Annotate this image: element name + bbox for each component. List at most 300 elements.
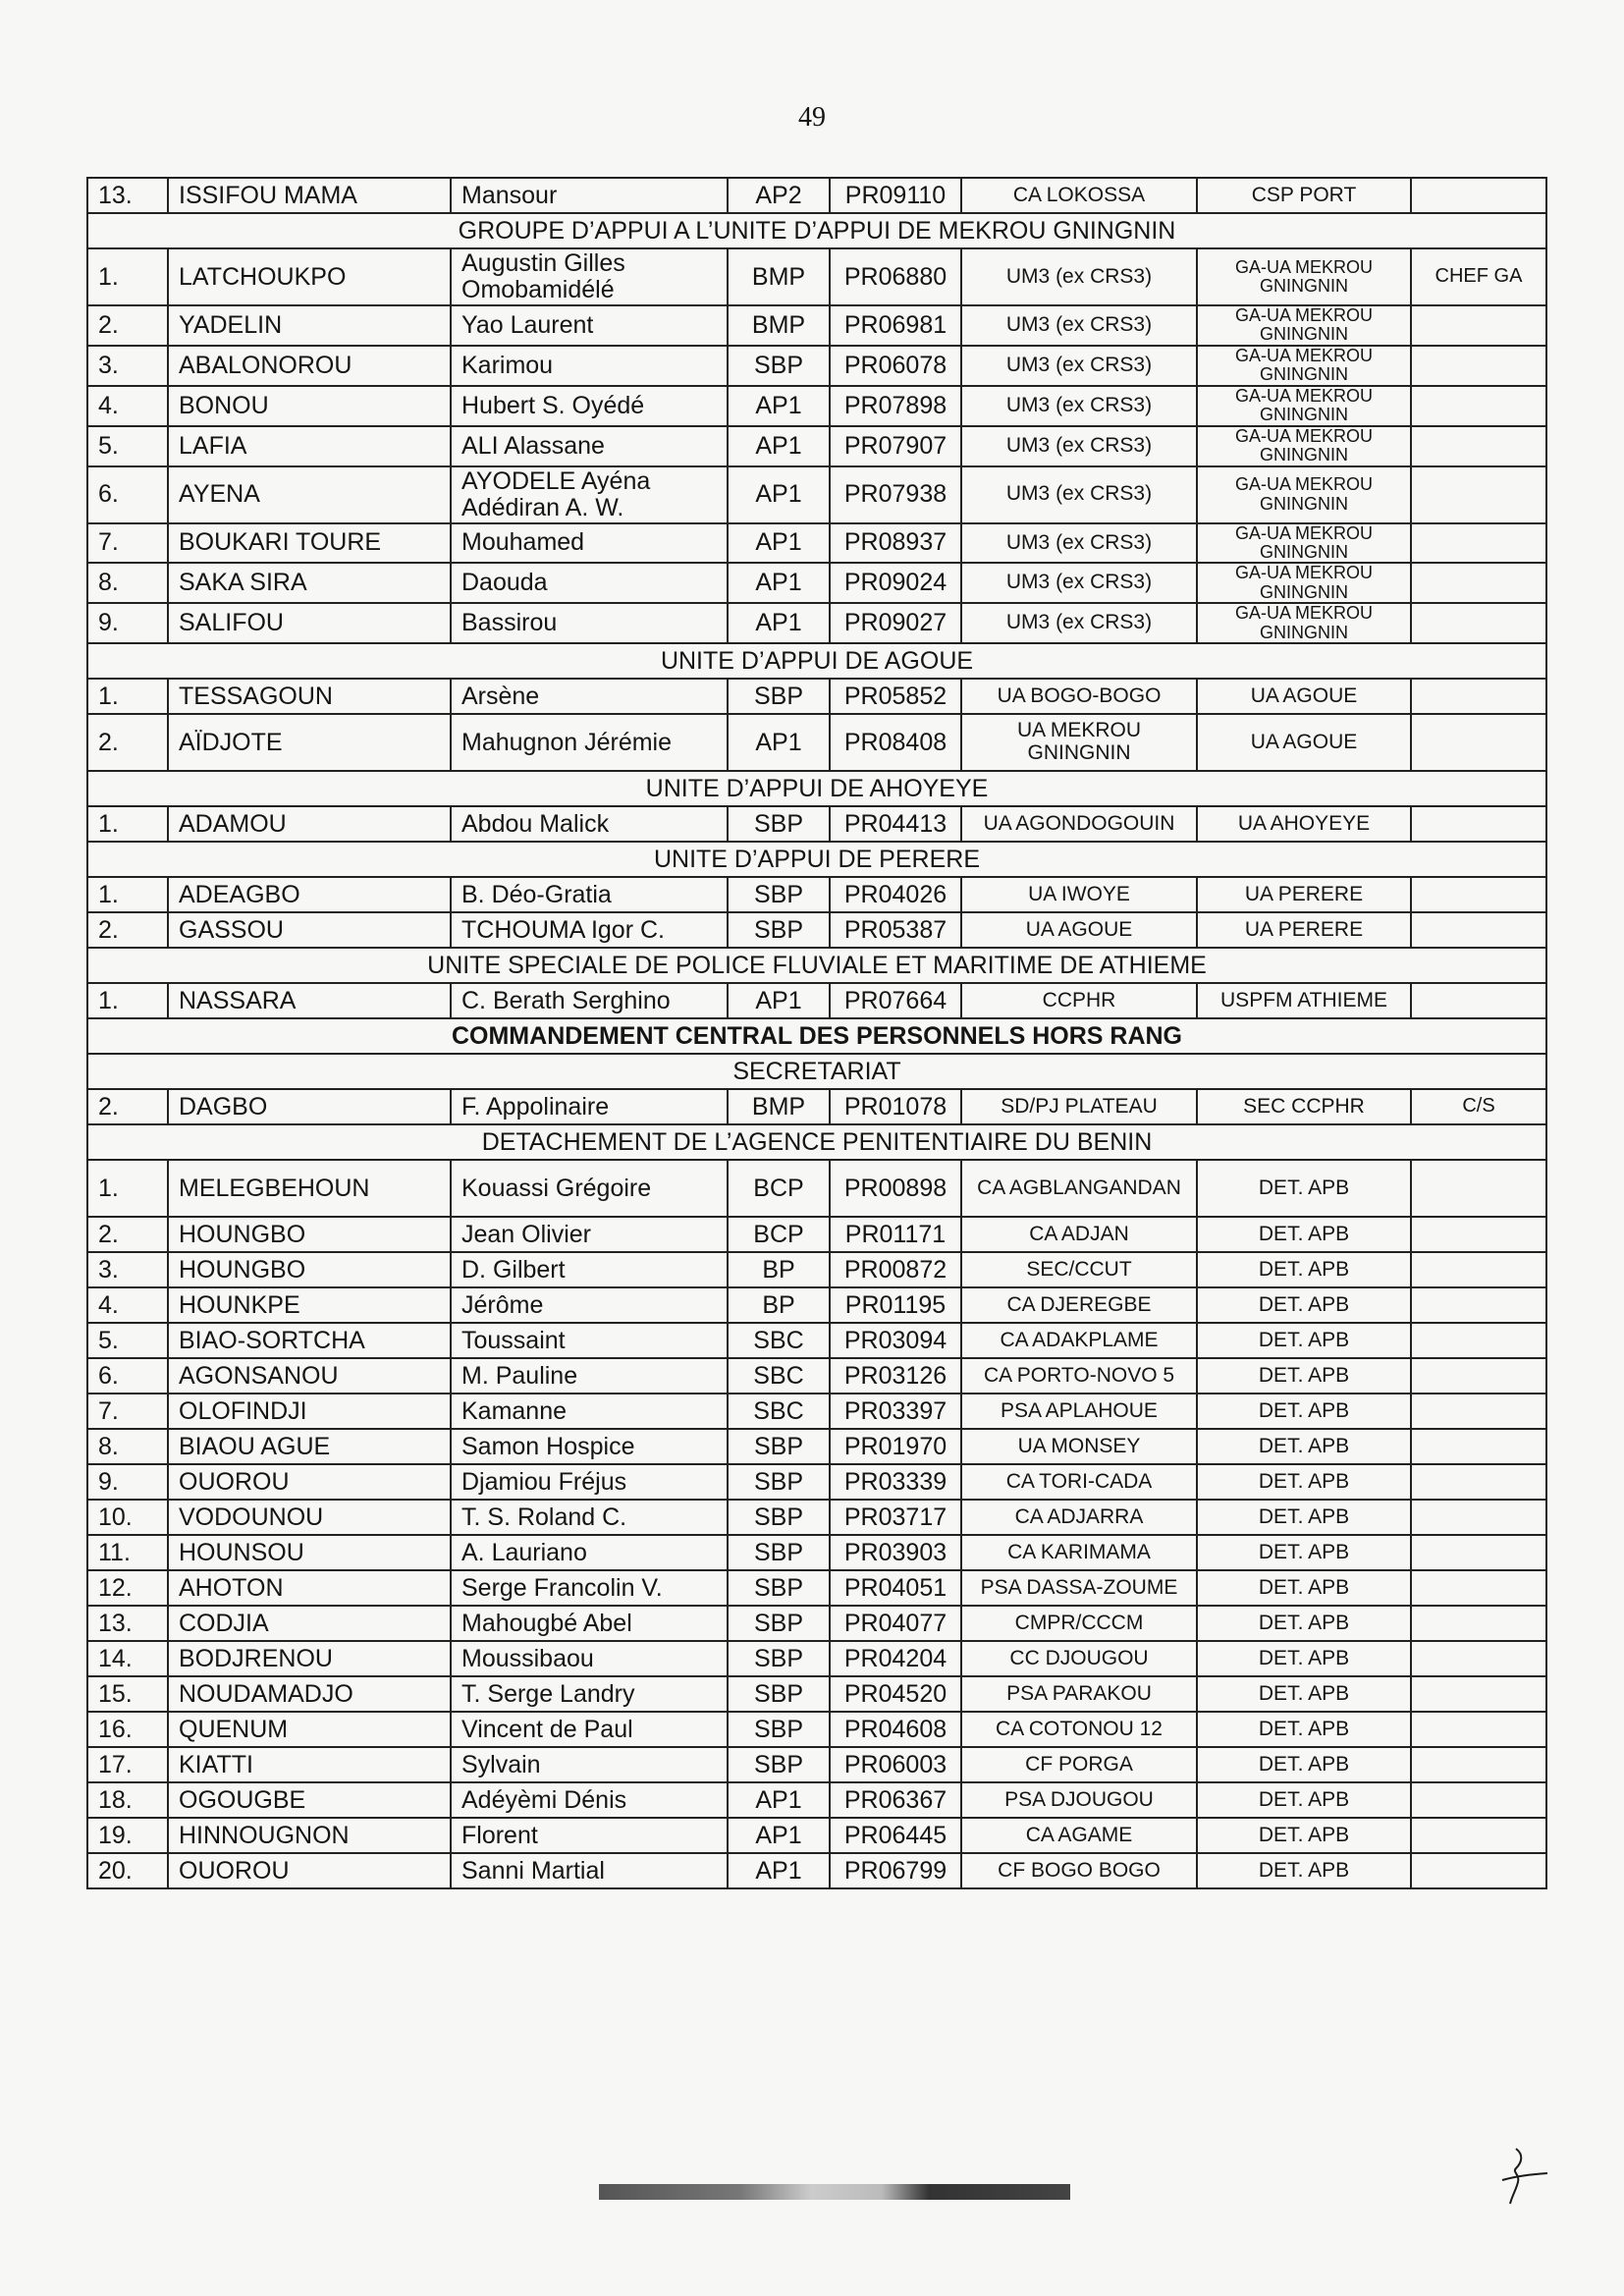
grade-cell: SBC [728, 1394, 830, 1429]
grade-cell: AP1 [728, 1853, 830, 1888]
row-number: 2. [87, 912, 168, 948]
role-cell [1411, 1464, 1546, 1500]
last-name-cell: HOUNSOU [168, 1535, 451, 1570]
registration-number-cell: PR01171 [830, 1217, 961, 1252]
destination-unit-cell: DET. APB [1197, 1500, 1411, 1535]
section-title: SECRETARIAT [87, 1054, 1546, 1089]
registration-number-cell: PR01970 [830, 1429, 961, 1464]
registration-number-cell: PR07938 [830, 466, 961, 523]
first-name-cell: Arsène [451, 679, 728, 714]
grade-cell: AP1 [728, 426, 830, 466]
role-cell [1411, 1217, 1546, 1252]
table-row [87, 1500, 1546, 1535]
grade-cell: SBP [728, 1535, 830, 1570]
first-name-cell: A. Lauriano [451, 1535, 728, 1570]
destination-unit-cell: DET. APB [1197, 1464, 1411, 1500]
role-cell [1411, 1160, 1546, 1217]
table-row [87, 466, 1546, 523]
destination-unit-cell: DET. APB [1197, 1853, 1411, 1888]
grade-cell: SBP [728, 1712, 830, 1747]
origin-unit-cell: CF PORGA [961, 1747, 1197, 1782]
grade-cell: AP1 [728, 1782, 830, 1818]
row-number: 12. [87, 1570, 168, 1606]
role-cell: CHEF GA [1411, 248, 1546, 305]
grade-cell: SBC [728, 1323, 830, 1358]
section-header-row [87, 1124, 1546, 1160]
first-name-cell: Hubert S. Oyédé [451, 386, 728, 426]
row-number: 7. [87, 1394, 168, 1429]
last-name-cell: NASSARA [168, 983, 451, 1018]
registration-number-cell: PR08937 [830, 523, 961, 564]
first-name-cell: Mansour [451, 178, 728, 213]
origin-unit-cell: UA AGOUE [961, 912, 1197, 948]
first-name-cell: Jean Olivier [451, 1217, 728, 1252]
table-row [87, 714, 1546, 771]
row-number: 14. [87, 1641, 168, 1676]
origin-unit-cell: UA MONSEY [961, 1429, 1197, 1464]
origin-unit-cell: CA LOKOSSA [961, 178, 1197, 213]
destination-unit-cell: GA-UA MEKROU GNINGNIN [1197, 563, 1411, 603]
origin-unit-cell: PSA PARAKOU [961, 1676, 1197, 1712]
last-name-cell: LATCHOUKPO [168, 248, 451, 305]
first-name-cell: Bassirou [451, 603, 728, 643]
first-name-cell: AYODELE Ayéna Adédiran A. W. [451, 466, 728, 523]
last-name-cell: GASSOU [168, 912, 451, 948]
role-cell [1411, 1676, 1546, 1712]
table-row [87, 1747, 1546, 1782]
destination-unit-cell: GA-UA MEKROU GNINGNIN [1197, 426, 1411, 466]
origin-unit-cell: CA ADAKPLAME [961, 1323, 1197, 1358]
destination-unit-cell: DET. APB [1197, 1429, 1411, 1464]
origin-unit-cell: CA ADJAN [961, 1217, 1197, 1252]
row-number: 3. [87, 1252, 168, 1287]
origin-unit-cell: SEC/CCUT [961, 1252, 1197, 1287]
role-cell [1411, 983, 1546, 1018]
table-row [87, 679, 1546, 714]
table-row [87, 1252, 1546, 1287]
first-name-cell: T. S. Roland C. [451, 1500, 728, 1535]
grade-cell: BMP [728, 1089, 830, 1124]
origin-unit-cell: CMPR/CCCM [961, 1606, 1197, 1641]
destination-unit-cell: CSP PORT [1197, 178, 1411, 213]
last-name-cell: AHOTON [168, 1570, 451, 1606]
last-name-cell: DAGBO [168, 1089, 451, 1124]
destination-unit-cell: USPFM ATHIEME [1197, 983, 1411, 1018]
row-number: 1. [87, 806, 168, 842]
last-name-cell: KIATTI [168, 1747, 451, 1782]
origin-unit-cell: UM3 (ex CRS3) [961, 426, 1197, 466]
row-number: 1. [87, 248, 168, 305]
origin-unit-cell: UM3 (ex CRS3) [961, 305, 1197, 346]
row-number: 1. [87, 679, 168, 714]
registration-number-cell: PR06367 [830, 1782, 961, 1818]
destination-unit-cell: GA-UA MEKROU GNINGNIN [1197, 466, 1411, 523]
registration-number-cell: PR07907 [830, 426, 961, 466]
origin-unit-cell: UM3 (ex CRS3) [961, 248, 1197, 305]
origin-unit-cell: CC DJOUGOU [961, 1641, 1197, 1676]
registration-number-cell: PR06981 [830, 305, 961, 346]
first-name-cell: B. Déo-Gratia [451, 877, 728, 912]
registration-number-cell: PR00898 [830, 1160, 961, 1217]
destination-unit-cell: DET. APB [1197, 1818, 1411, 1853]
origin-unit-cell: UA IWOYE [961, 877, 1197, 912]
role-cell [1411, 1287, 1546, 1323]
first-name-cell: Vincent de Paul [451, 1712, 728, 1747]
row-number: 15. [87, 1676, 168, 1712]
destination-unit-cell: DET. APB [1197, 1782, 1411, 1818]
table-row [87, 1089, 1546, 1124]
first-name-cell: Jérôme [451, 1287, 728, 1323]
first-name-cell: Mahougbé Abel [451, 1606, 728, 1641]
origin-unit-cell: UA MEKROU GNINGNIN [961, 714, 1197, 771]
destination-unit-cell: GA-UA MEKROU GNINGNIN [1197, 248, 1411, 305]
row-number: 20. [87, 1853, 168, 1888]
destination-unit-cell: SEC CCPHR [1197, 1089, 1411, 1124]
last-name-cell: MELEGBEHOUN [168, 1160, 451, 1217]
last-name-cell: ABALONOROU [168, 346, 451, 386]
last-name-cell: BIAO-SORTCHA [168, 1323, 451, 1358]
table-row [87, 523, 1546, 564]
registration-number-cell: PR03717 [830, 1500, 961, 1535]
last-name-cell: HOUNGBO [168, 1217, 451, 1252]
destination-unit-cell: UA PERERE [1197, 912, 1411, 948]
table-row [87, 346, 1546, 386]
origin-unit-cell: CA DJEREGBE [961, 1287, 1197, 1323]
grade-cell: SBP [728, 1464, 830, 1500]
destination-unit-cell: GA-UA MEKROU GNINGNIN [1197, 305, 1411, 346]
table-row [87, 983, 1546, 1018]
last-name-cell: OGOUGBE [168, 1782, 451, 1818]
first-name-cell: Kouassi Grégoire [451, 1160, 728, 1217]
row-number: 11. [87, 1535, 168, 1570]
signature-mark [1473, 2141, 1551, 2210]
grade-cell: SBP [728, 806, 830, 842]
table-row [87, 178, 1546, 213]
role-cell [1411, 1394, 1546, 1429]
registration-number-cell: PR06003 [830, 1747, 961, 1782]
registration-number-cell: PR09110 [830, 178, 961, 213]
row-number: 1. [87, 983, 168, 1018]
row-number: 19. [87, 1818, 168, 1853]
last-name-cell: QUENUM [168, 1712, 451, 1747]
table-row [87, 1394, 1546, 1429]
section-header-row [87, 948, 1546, 983]
role-cell [1411, 1606, 1546, 1641]
last-name-cell: ADAMOU [168, 806, 451, 842]
section-header-row [87, 1018, 1546, 1054]
last-name-cell: SAKA SIRA [168, 563, 451, 603]
table-row [87, 1570, 1546, 1606]
section-title: DETACHEMENT DE L’AGENCE PENITENTIAIRE DU BENIN [87, 1124, 1546, 1160]
table-row [87, 603, 1546, 643]
last-name-cell: AÏDJOTE [168, 714, 451, 771]
origin-unit-cell: CA KARIMAMA [961, 1535, 1197, 1570]
table-row [87, 1217, 1546, 1252]
destination-unit-cell: DET. APB [1197, 1358, 1411, 1394]
origin-unit-cell: UM3 (ex CRS3) [961, 603, 1197, 643]
section-title: UNITE D’APPUI DE AGOUE [87, 643, 1546, 679]
last-name-cell: AGONSANOU [168, 1358, 451, 1394]
grade-cell: AP1 [728, 603, 830, 643]
origin-unit-cell: PSA APLAHOUE [961, 1394, 1197, 1429]
grade-cell: BCP [728, 1217, 830, 1252]
grade-cell: BP [728, 1252, 830, 1287]
row-number: 13. [87, 178, 168, 213]
grade-cell: AP1 [728, 1818, 830, 1853]
registration-number-cell: PR06445 [830, 1818, 961, 1853]
grade-cell: SBP [728, 1606, 830, 1641]
role-cell [1411, 178, 1546, 213]
destination-unit-cell: DET. APB [1197, 1747, 1411, 1782]
row-number: 8. [87, 1429, 168, 1464]
first-name-cell: Serge Francolin V. [451, 1570, 728, 1606]
first-name-cell: Karimou [451, 346, 728, 386]
role-cell [1411, 1747, 1546, 1782]
table-row [87, 1818, 1546, 1853]
row-number: 8. [87, 563, 168, 603]
origin-unit-cell: UM3 (ex CRS3) [961, 523, 1197, 564]
row-number: 1. [87, 1160, 168, 1217]
registration-number-cell: PR03339 [830, 1464, 961, 1500]
destination-unit-cell: DET. APB [1197, 1217, 1411, 1252]
row-number: 5. [87, 426, 168, 466]
destination-unit-cell: UA AGOUE [1197, 714, 1411, 771]
origin-unit-cell: UM3 (ex CRS3) [961, 346, 1197, 386]
grade-cell: SBP [728, 1429, 830, 1464]
role-cell [1411, 1252, 1546, 1287]
registration-number-cell: PR04077 [830, 1606, 961, 1641]
grade-cell: SBP [728, 1641, 830, 1676]
role-cell [1411, 1500, 1546, 1535]
destination-unit-cell: UA AGOUE [1197, 679, 1411, 714]
role-cell [1411, 1712, 1546, 1747]
destination-unit-cell: GA-UA MEKROU GNINGNIN [1197, 603, 1411, 643]
registration-number-cell: PR07898 [830, 386, 961, 426]
destination-unit-cell: DET. APB [1197, 1287, 1411, 1323]
row-number: 17. [87, 1747, 168, 1782]
row-number: 9. [87, 1464, 168, 1500]
first-name-cell: Kamanne [451, 1394, 728, 1429]
last-name-cell: CODJIA [168, 1606, 451, 1641]
origin-unit-cell: UM3 (ex CRS3) [961, 563, 1197, 603]
origin-unit-cell: PSA DASSA-ZOUME [961, 1570, 1197, 1606]
destination-unit-cell: DET. APB [1197, 1535, 1411, 1570]
last-name-cell: BONOU [168, 386, 451, 426]
first-name-cell: Adéyèmi Dénis [451, 1782, 728, 1818]
last-name-cell: LAFIA [168, 426, 451, 466]
destination-unit-cell: DET. APB [1197, 1570, 1411, 1606]
first-name-cell: D. Gilbert [451, 1252, 728, 1287]
destination-unit-cell: DET. APB [1197, 1160, 1411, 1217]
table-row [87, 426, 1546, 466]
grade-cell: SBC [728, 1358, 830, 1394]
destination-unit-cell: DET. APB [1197, 1641, 1411, 1676]
role-cell [1411, 806, 1546, 842]
first-name-cell: C. Berath Serghino [451, 983, 728, 1018]
origin-unit-cell: CA PORTO-NOVO 5 [961, 1358, 1197, 1394]
registration-number-cell: PR04608 [830, 1712, 961, 1747]
registration-number-cell: PR04204 [830, 1641, 961, 1676]
table-row [87, 1676, 1546, 1712]
registration-number-cell: PR04520 [830, 1676, 961, 1712]
registration-number-cell: PR09024 [830, 563, 961, 603]
last-name-cell: HOUNKPE [168, 1287, 451, 1323]
row-number: 6. [87, 466, 168, 523]
grade-cell: AP1 [728, 714, 830, 771]
row-number: 1. [87, 877, 168, 912]
origin-unit-cell: CA AGAME [961, 1818, 1197, 1853]
table-row [87, 386, 1546, 426]
first-name-cell: Moussibaou [451, 1641, 728, 1676]
table-row [87, 248, 1546, 305]
grade-cell: SBP [728, 1500, 830, 1535]
destination-unit-cell: GA-UA MEKROU GNINGNIN [1197, 386, 1411, 426]
origin-unit-cell: CA TORI-CADA [961, 1464, 1197, 1500]
first-name-cell: Sanni Martial [451, 1853, 728, 1888]
registration-number-cell: PR04026 [830, 877, 961, 912]
role-cell [1411, 912, 1546, 948]
table-row [87, 912, 1546, 948]
origin-unit-cell: CF BOGO BOGO [961, 1853, 1197, 1888]
role-cell [1411, 1323, 1546, 1358]
row-number: 4. [87, 1287, 168, 1323]
role-cell [1411, 1641, 1546, 1676]
table-row [87, 1535, 1546, 1570]
last-name-cell: YADELIN [168, 305, 451, 346]
first-name-cell: Yao Laurent [451, 305, 728, 346]
destination-unit-cell: DET. APB [1197, 1252, 1411, 1287]
table-row [87, 1606, 1546, 1641]
row-number: 16. [87, 1712, 168, 1747]
role-cell [1411, 714, 1546, 771]
registration-number-cell: PR09027 [830, 603, 961, 643]
destination-unit-cell: DET. APB [1197, 1323, 1411, 1358]
registration-number-cell: PR01195 [830, 1287, 961, 1323]
first-name-cell: Mouhamed [451, 523, 728, 564]
role-cell [1411, 386, 1546, 426]
destination-unit-cell: DET. APB [1197, 1676, 1411, 1712]
grade-cell: AP1 [728, 983, 830, 1018]
role-cell [1411, 1570, 1546, 1606]
destination-unit-cell: UA AHOYEYE [1197, 806, 1411, 842]
last-name-cell: TESSAGOUN [168, 679, 451, 714]
last-name-cell: ISSIFOU MAMA [168, 178, 451, 213]
last-name-cell: OUOROU [168, 1853, 451, 1888]
origin-unit-cell: CA ADJARRA [961, 1500, 1197, 1535]
grade-cell: SBP [728, 912, 830, 948]
registration-number-cell: PR08408 [830, 714, 961, 771]
registration-number-cell: PR05852 [830, 679, 961, 714]
first-name-cell: Mahugnon Jérémie [451, 714, 728, 771]
table-row [87, 1160, 1546, 1217]
last-name-cell: AYENA [168, 466, 451, 523]
origin-unit-cell: CCPHR [961, 983, 1197, 1018]
last-name-cell: VODOUNOU [168, 1500, 451, 1535]
grade-cell: SBP [728, 1676, 830, 1712]
section-title: UNITE D’APPUI DE AHOYEYE [87, 771, 1546, 806]
row-number: 7. [87, 523, 168, 564]
grade-cell: AP1 [728, 466, 830, 523]
registration-number-cell: PR06880 [830, 248, 961, 305]
first-name-cell: Florent [451, 1818, 728, 1853]
destination-unit-cell: GA-UA MEKROU GNINGNIN [1197, 346, 1411, 386]
grade-cell: SBP [728, 679, 830, 714]
role-cell [1411, 1782, 1546, 1818]
origin-unit-cell: CA AGBLANGANDAN [961, 1160, 1197, 1217]
row-number: 13. [87, 1606, 168, 1641]
role-cell [1411, 1358, 1546, 1394]
first-name-cell: ALI Alassane [451, 426, 728, 466]
row-number: 18. [87, 1782, 168, 1818]
role-cell [1411, 1429, 1546, 1464]
section-header-row [87, 213, 1546, 248]
table-row [87, 877, 1546, 912]
registration-number-cell: PR04413 [830, 806, 961, 842]
row-number: 10. [87, 1500, 168, 1535]
page-number: 49 [798, 102, 826, 133]
registration-number-cell: PR03903 [830, 1535, 961, 1570]
grade-cell: BCP [728, 1160, 830, 1217]
grade-cell: SBP [728, 877, 830, 912]
table-row [87, 563, 1546, 603]
grade-cell: SBP [728, 1747, 830, 1782]
table-row [87, 806, 1546, 842]
role-cell [1411, 523, 1546, 564]
table-row [87, 305, 1546, 346]
first-name-cell: Toussaint [451, 1323, 728, 1358]
destination-unit-cell: UA PERERE [1197, 877, 1411, 912]
last-name-cell: HINNOUGNON [168, 1818, 451, 1853]
first-name-cell: Abdou Malick [451, 806, 728, 842]
grade-cell: SBP [728, 346, 830, 386]
grade-cell: BP [728, 1287, 830, 1323]
first-name-cell: Samon Hospice [451, 1429, 728, 1464]
last-name-cell: BOUKARI TOURE [168, 523, 451, 564]
grade-cell: AP1 [728, 563, 830, 603]
grade-cell: BMP [728, 305, 830, 346]
personnel-table [86, 177, 1547, 1889]
table-row [87, 1358, 1546, 1394]
first-name-cell: Daouda [451, 563, 728, 603]
table-row [87, 1712, 1546, 1747]
first-name-cell: M. Pauline [451, 1358, 728, 1394]
last-name-cell: NOUDAMADJO [168, 1676, 451, 1712]
registration-number-cell: PR04051 [830, 1570, 961, 1606]
destination-unit-cell: DET. APB [1197, 1712, 1411, 1747]
registration-number-cell: PR03126 [830, 1358, 961, 1394]
grade-cell: AP1 [728, 523, 830, 564]
role-cell [1411, 346, 1546, 386]
table-row [87, 1853, 1546, 1888]
row-number: 2. [87, 1089, 168, 1124]
table-row [87, 1782, 1546, 1818]
section-title: UNITE SPECIALE DE POLICE FLUVIALE ET MARITIME DE ATHIEME [87, 948, 1546, 983]
role-cell [1411, 563, 1546, 603]
origin-unit-cell: UA BOGO-BOGO [961, 679, 1197, 714]
first-name-cell: TCHOUMA Igor C. [451, 912, 728, 948]
origin-unit-cell: UM3 (ex CRS3) [961, 466, 1197, 523]
first-name-cell: T. Serge Landry [451, 1676, 728, 1712]
last-name-cell: BODJRENOU [168, 1641, 451, 1676]
destination-unit-cell: DET. APB [1197, 1394, 1411, 1429]
role-cell [1411, 877, 1546, 912]
origin-unit-cell: UM3 (ex CRS3) [961, 386, 1197, 426]
registration-number-cell: PR06078 [830, 346, 961, 386]
grade-cell: SBP [728, 1570, 830, 1606]
section-header-row [87, 1054, 1546, 1089]
row-number: 5. [87, 1323, 168, 1358]
table-row [87, 1429, 1546, 1464]
